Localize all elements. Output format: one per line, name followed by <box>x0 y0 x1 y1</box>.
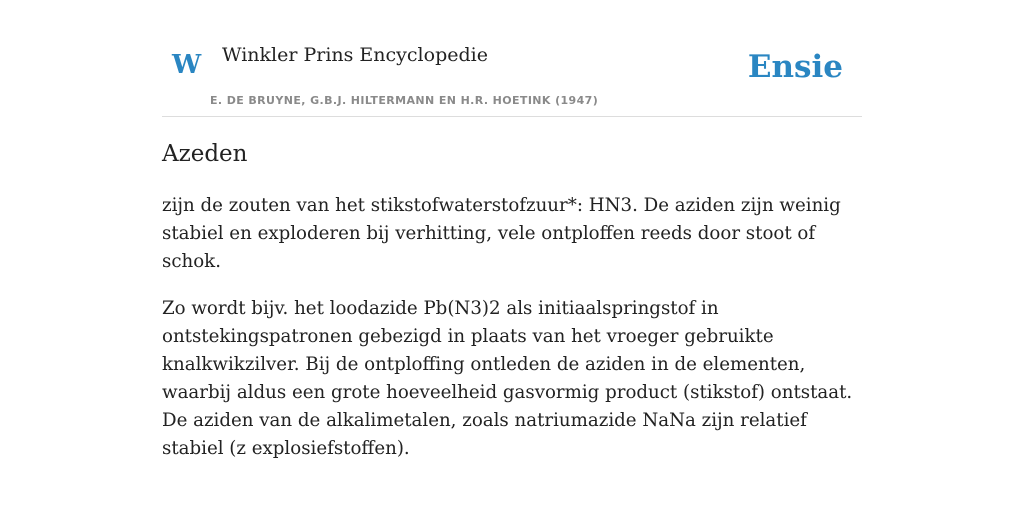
ensie-brand-link[interactable]: Ensie <box>747 49 843 85</box>
winkler-prins-logo[interactable]: W <box>172 50 202 80</box>
article-paragraph: Zo wordt bijv. het loodazide Pb(N3)2 als initiaalspringstof in ontstekingspatronen gebezigd in plaats van het vroeger gebruikte knalkwikzilver. Bij de ontploffing ontleden de aziden in de elementen, waarbij aldus een grote hoeveelheid gasvormig product (stikstof) ontstaat. De aziden van de alkalimetalen, zoals natriumazide NaNa zijn relatief stabiel (z explosiefstoffen). <box>162 298 853 459</box>
article-paragraph: zijn de zouten van het stikstofwaterstofzuur*: HN3. De aziden zijn weinig stabiel en exploderen bij verhitting, vele ontploffen reeds door stoot of schok. <box>162 195 841 272</box>
page-container <box>162 0 862 459</box>
article-body <box>162 192 862 482</box>
article-title: Azeden <box>162 141 248 167</box>
encyclopedia-title[interactable]: Winkler Prins Encyclopedie <box>222 44 488 66</box>
encyclopedia-authors: E. DE BRUYNE, G.B.J. HILTERMANN EN H.R. HOETINK (1947) <box>210 94 599 107</box>
encyclopedia-header <box>162 0 862 117</box>
